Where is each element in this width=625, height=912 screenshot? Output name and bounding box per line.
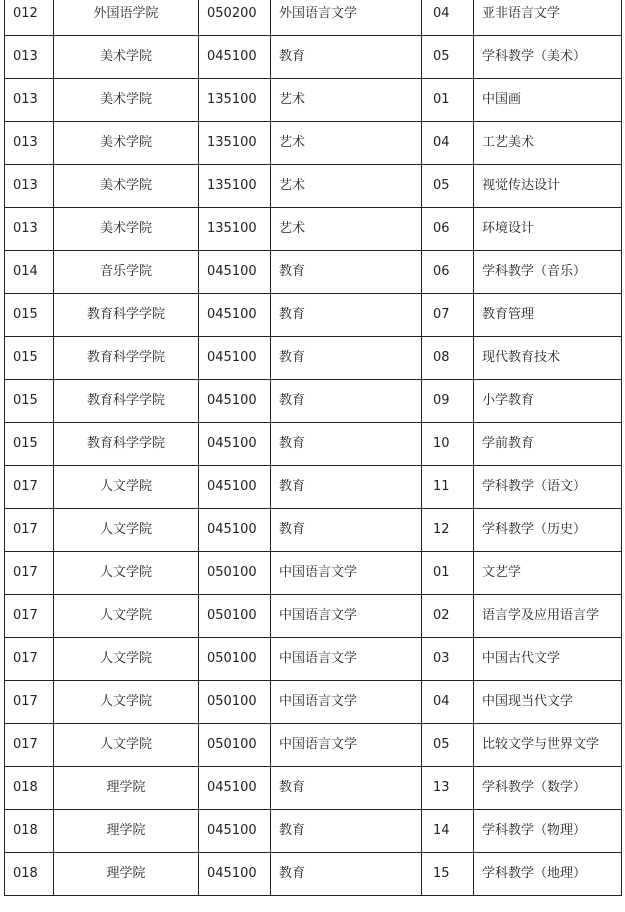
college-code-cell: 017 [5, 638, 54, 681]
college-name-cell: 人文学院 [54, 724, 199, 767]
college-name-cell: 人文学院 [54, 466, 199, 509]
direction-code-cell: 14 [422, 810, 474, 853]
college-code-cell: 015 [5, 380, 54, 423]
major-name-cell: 教育 [271, 423, 422, 466]
table-row [5, 36, 622, 79]
major-code-cell: 045100 [199, 466, 271, 509]
table-row [5, 767, 622, 810]
direction-code-cell: 05 [422, 724, 474, 767]
college-code-cell: 017 [5, 509, 54, 552]
direction-code-cell: 05 [422, 165, 474, 208]
direction-name-cell: 学科教学（美术） [474, 36, 622, 79]
college-name-cell: 人文学院 [54, 595, 199, 638]
college-code-cell: 018 [5, 810, 54, 853]
major-code-cell: 050100 [199, 638, 271, 681]
direction-name-cell: 比较文学与世界文学 [474, 724, 622, 767]
table-row [5, 810, 622, 853]
college-name-cell: 人文学院 [54, 509, 199, 552]
major-name-cell: 教育 [271, 810, 422, 853]
major-code-cell: 050200 [199, 0, 271, 36]
college-name-cell: 美术学院 [54, 208, 199, 251]
table-row [5, 509, 622, 552]
table-row [5, 423, 622, 466]
major-code-cell: 135100 [199, 208, 271, 251]
table-row [5, 208, 622, 251]
direction-name-cell: 小学教育 [474, 380, 622, 423]
major-name-cell: 艺术 [271, 208, 422, 251]
table-row [5, 0, 622, 36]
major-name-cell: 中国语言文学 [271, 595, 422, 638]
major-name-cell: 中国语言文学 [271, 724, 422, 767]
direction-name-cell: 亚非语言文学 [474, 0, 622, 36]
major-code-cell: 050100 [199, 595, 271, 638]
table-row [5, 294, 622, 337]
major-code-cell: 045100 [199, 509, 271, 552]
major-code-cell: 045100 [199, 251, 271, 294]
table-row [5, 79, 622, 122]
table-row [5, 165, 622, 208]
college-code-cell: 018 [5, 767, 54, 810]
major-name-cell: 中国语言文学 [271, 681, 422, 724]
college-code-cell: 015 [5, 423, 54, 466]
direction-name-cell: 学科教学（语文） [474, 466, 622, 509]
major-name-cell: 外国语言文学 [271, 0, 422, 36]
college-code-cell: 013 [5, 79, 54, 122]
major-code-cell: 045100 [199, 380, 271, 423]
college-code-cell: 017 [5, 552, 54, 595]
direction-code-cell: 05 [422, 36, 474, 79]
college-code-cell: 017 [5, 724, 54, 767]
major-name-cell: 教育 [271, 853, 422, 896]
direction-code-cell: 04 [422, 122, 474, 165]
major-code-cell: 135100 [199, 79, 271, 122]
major-code-cell: 045100 [199, 767, 271, 810]
college-code-cell: 017 [5, 466, 54, 509]
direction-name-cell: 学前教育 [474, 423, 622, 466]
college-code-cell: 017 [5, 595, 54, 638]
table-row [5, 853, 622, 896]
direction-name-cell: 教育管理 [474, 294, 622, 337]
major-code-cell: 045100 [199, 853, 271, 896]
major-code-cell: 045100 [199, 810, 271, 853]
college-code-cell: 015 [5, 294, 54, 337]
table-row [5, 380, 622, 423]
major-code-cell: 045100 [199, 337, 271, 380]
direction-code-cell: 12 [422, 509, 474, 552]
college-code-cell: 014 [5, 251, 54, 294]
table-row [5, 595, 622, 638]
major-code-cell: 135100 [199, 165, 271, 208]
college-name-cell: 教育科学学院 [54, 337, 199, 380]
college-code-cell: 018 [5, 853, 54, 896]
major-name-cell: 教育 [271, 337, 422, 380]
college-name-cell: 教育科学学院 [54, 380, 199, 423]
college-name-cell: 美术学院 [54, 165, 199, 208]
major-name-cell: 艺术 [271, 79, 422, 122]
college-code-cell: 013 [5, 36, 54, 79]
direction-code-cell: 01 [422, 79, 474, 122]
direction-code-cell: 08 [422, 337, 474, 380]
college-name-cell: 理学院 [54, 810, 199, 853]
direction-name-cell: 中国现当代文学 [474, 681, 622, 724]
college-name-cell: 理学院 [54, 767, 199, 810]
college-code-cell: 013 [5, 122, 54, 165]
major-name-cell: 教育 [271, 466, 422, 509]
major-name-cell: 艺术 [271, 122, 422, 165]
table-row [5, 724, 622, 767]
college-name-cell: 教育科学学院 [54, 294, 199, 337]
college-name-cell: 美术学院 [54, 36, 199, 79]
major-name-cell: 教育 [271, 294, 422, 337]
direction-name-cell: 现代教育技术 [474, 337, 622, 380]
college-name-cell: 外国语学院 [54, 0, 199, 36]
table-row [5, 251, 622, 294]
major-code-cell: 045100 [199, 294, 271, 337]
major-code-cell: 045100 [199, 423, 271, 466]
direction-name-cell: 视觉传达设计 [474, 165, 622, 208]
major-name-cell: 教育 [271, 509, 422, 552]
major-name-cell: 教育 [271, 251, 422, 294]
direction-code-cell: 06 [422, 251, 474, 294]
direction-name-cell: 学科教学（历史） [474, 509, 622, 552]
college-name-cell: 人文学院 [54, 638, 199, 681]
program-table [4, 0, 622, 896]
direction-name-cell: 学科教学（音乐） [474, 251, 622, 294]
direction-name-cell: 工艺美术 [474, 122, 622, 165]
college-name-cell: 人文学院 [54, 681, 199, 724]
direction-name-cell: 文艺学 [474, 552, 622, 595]
direction-code-cell: 06 [422, 208, 474, 251]
direction-name-cell: 学科教学（地理） [474, 853, 622, 896]
major-code-cell: 045100 [199, 36, 271, 79]
table-row [5, 552, 622, 595]
direction-code-cell: 07 [422, 294, 474, 337]
major-name-cell: 教育 [271, 380, 422, 423]
college-name-cell: 美术学院 [54, 122, 199, 165]
major-name-cell: 中国语言文学 [271, 552, 422, 595]
college-name-cell: 人文学院 [54, 552, 199, 595]
direction-code-cell: 10 [422, 423, 474, 466]
college-name-cell: 教育科学学院 [54, 423, 199, 466]
direction-name-cell: 中国画 [474, 79, 622, 122]
direction-code-cell: 13 [422, 767, 474, 810]
direction-code-cell: 03 [422, 638, 474, 681]
program-table-wrapper [4, 0, 622, 896]
college-code-cell: 017 [5, 681, 54, 724]
direction-name-cell: 学科教学（数学） [474, 767, 622, 810]
college-code-cell: 012 [5, 0, 54, 36]
direction-code-cell: 04 [422, 681, 474, 724]
direction-code-cell: 15 [422, 853, 474, 896]
college-code-cell: 013 [5, 208, 54, 251]
table-row [5, 638, 622, 681]
direction-code-cell: 04 [422, 0, 474, 36]
college-name-cell: 美术学院 [54, 79, 199, 122]
table-row [5, 337, 622, 380]
direction-name-cell: 语言学及应用语言学 [474, 595, 622, 638]
table-row [5, 681, 622, 724]
direction-code-cell: 09 [422, 380, 474, 423]
direction-code-cell: 01 [422, 552, 474, 595]
program-table-body [5, 0, 622, 896]
major-code-cell: 050100 [199, 724, 271, 767]
college-code-cell: 013 [5, 165, 54, 208]
direction-name-cell: 中国古代文学 [474, 638, 622, 681]
college-code-cell: 015 [5, 337, 54, 380]
major-name-cell: 中国语言文学 [271, 638, 422, 681]
major-name-cell: 教育 [271, 36, 422, 79]
direction-name-cell: 环境设计 [474, 208, 622, 251]
college-name-cell: 音乐学院 [54, 251, 199, 294]
direction-name-cell: 学科教学（物理） [474, 810, 622, 853]
direction-code-cell: 02 [422, 595, 474, 638]
major-code-cell: 050100 [199, 681, 271, 724]
major-name-cell: 艺术 [271, 165, 422, 208]
major-code-cell: 135100 [199, 122, 271, 165]
college-name-cell: 理学院 [54, 853, 199, 896]
major-code-cell: 050100 [199, 552, 271, 595]
table-row [5, 466, 622, 509]
major-name-cell: 教育 [271, 767, 422, 810]
table-row [5, 122, 622, 165]
direction-code-cell: 11 [422, 466, 474, 509]
